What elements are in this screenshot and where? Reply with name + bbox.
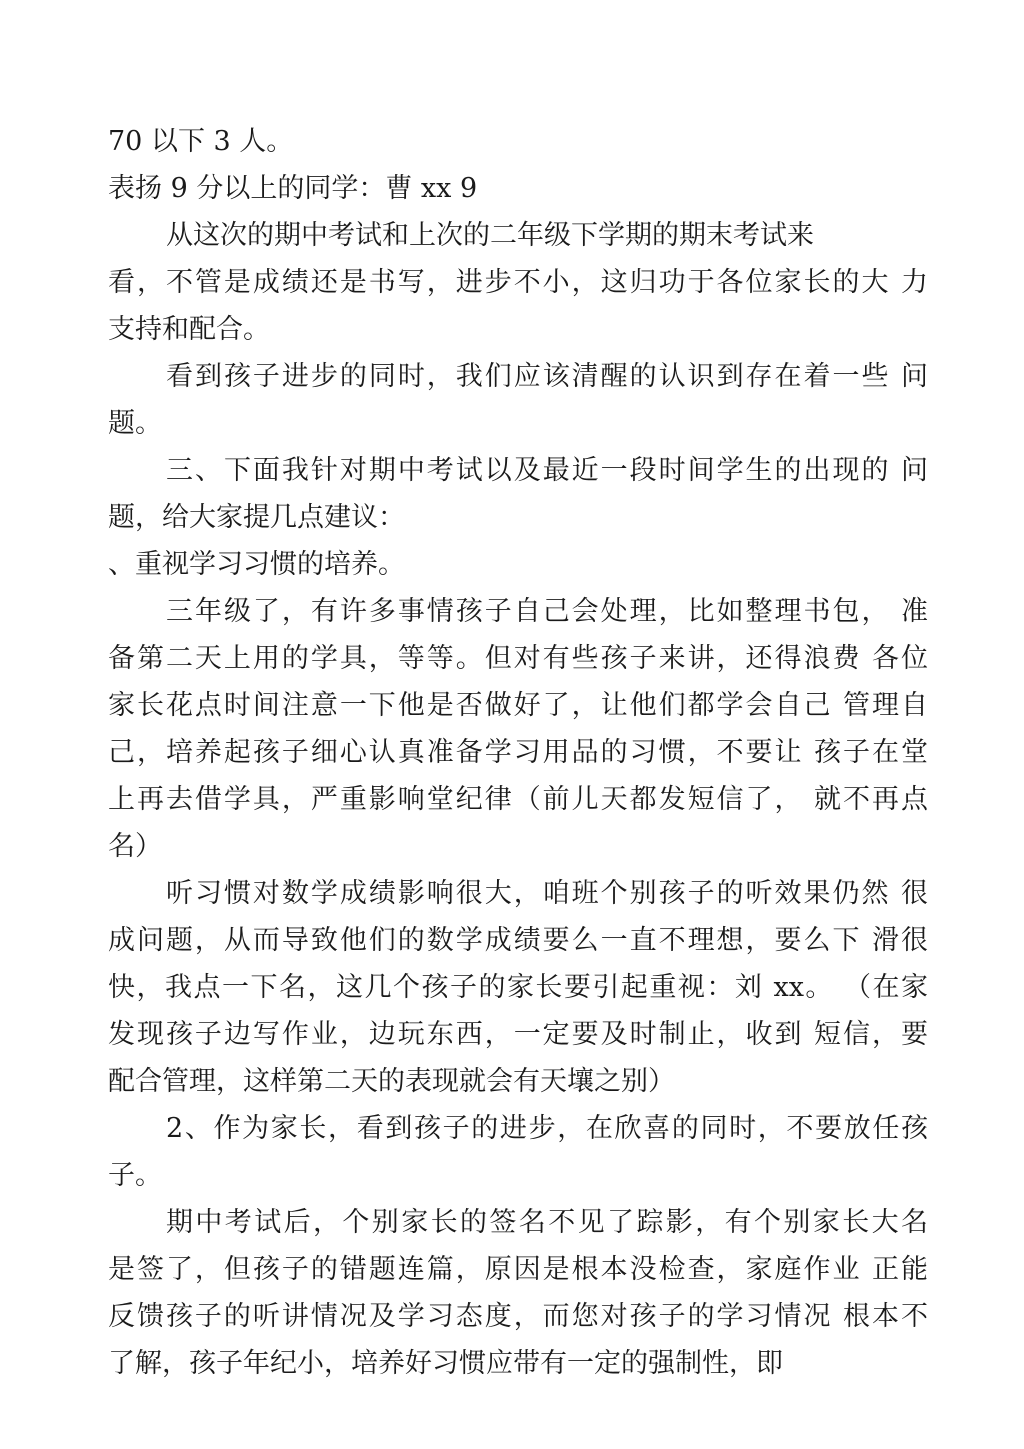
text-line: 看，不管是成绩还是书写，进步不小，这归功于各位家长的大 力	[108, 267, 928, 298]
paragraph-first-line: 期中考试后，个别家长的签名不见了踪影，有个别家长大名	[166, 1207, 928, 1238]
text-line: 70 以下 3 人。	[108, 126, 294, 157]
paragraph-last-line: 题。	[108, 408, 162, 439]
text-line: 反馈孩子的听讲情况及学习态度，而您对孩子的学习情况 根本不	[108, 1301, 928, 1332]
text-line: 家长花点时间注意一下他是否做好了，让他们都学会自己 管理自	[108, 690, 928, 721]
text-line: 上再去借学具，严重影响堂纪律（前儿天都发短信了， 就不再点	[108, 784, 928, 815]
paragraph-last-line: 子。	[108, 1160, 162, 1191]
text-line: 快，我点一下名，这几个孩子的家长要引起重视：刘 xx。 （在家	[108, 972, 928, 1003]
section-heading-line: 三、下面我针对期中考试以及最近一段时间学生的出现的 问	[166, 455, 928, 486]
paragraph-last-line: 支持和配合。	[108, 314, 270, 345]
text-line: 表扬 9 分以上的同学：曹 xx 9	[108, 173, 478, 204]
paragraph-first-line: 听习惯对数学成绩影响很大，咱班个别孩子的听效果仍然 很	[166, 878, 928, 909]
paragraph-last-line: 名）	[108, 831, 162, 862]
text-line: 己，培养起孩子细心认真准备学习用品的习惯，不要让 孩子在堂	[108, 737, 928, 768]
paragraph-last-line: 配合管理，这样第二天的表现就会有天壤之别）	[108, 1066, 675, 1097]
text-line: 成问题，从而导致他们的数学成绩要么一直不理想，要么下 滑很	[108, 925, 928, 956]
document-body	[108, 118, 928, 1387]
text-line: 是签了，但孩子的错题连篇，原因是根本没检查，家庭作业 正能	[108, 1254, 928, 1285]
paragraph-first-line: 从这次的期中考试和上次的二年级下学期的期末考试来	[166, 220, 814, 251]
text-line: 了解，孩子年纪小，培养好习惯应带有一定的强制性，即	[108, 1348, 783, 1379]
paragraph-first-line: 2、作为家长，看到孩子的进步，在欣喜的同时，不要放任孩	[166, 1113, 928, 1144]
text-line: 发现孩子边写作业，边玩东西，一定要及时制止，收到 短信，要	[108, 1019, 928, 1050]
paragraph-last-line: 题，给大家提几点建议：	[108, 502, 405, 533]
paragraph-first-line: 看到孩子进步的同时，我们应该清醒的认识到存在着一些 问	[166, 361, 928, 392]
subheading-line: 、重视学习习惯的培养。	[108, 549, 405, 580]
paragraph-first-line: 三年级了，有许多事情孩子自己会处理，比如整理书包， 准	[166, 596, 928, 627]
text-line: 备第二天上用的学具，等等。但对有些孩子来讲，还得浪费 各位	[108, 643, 928, 674]
